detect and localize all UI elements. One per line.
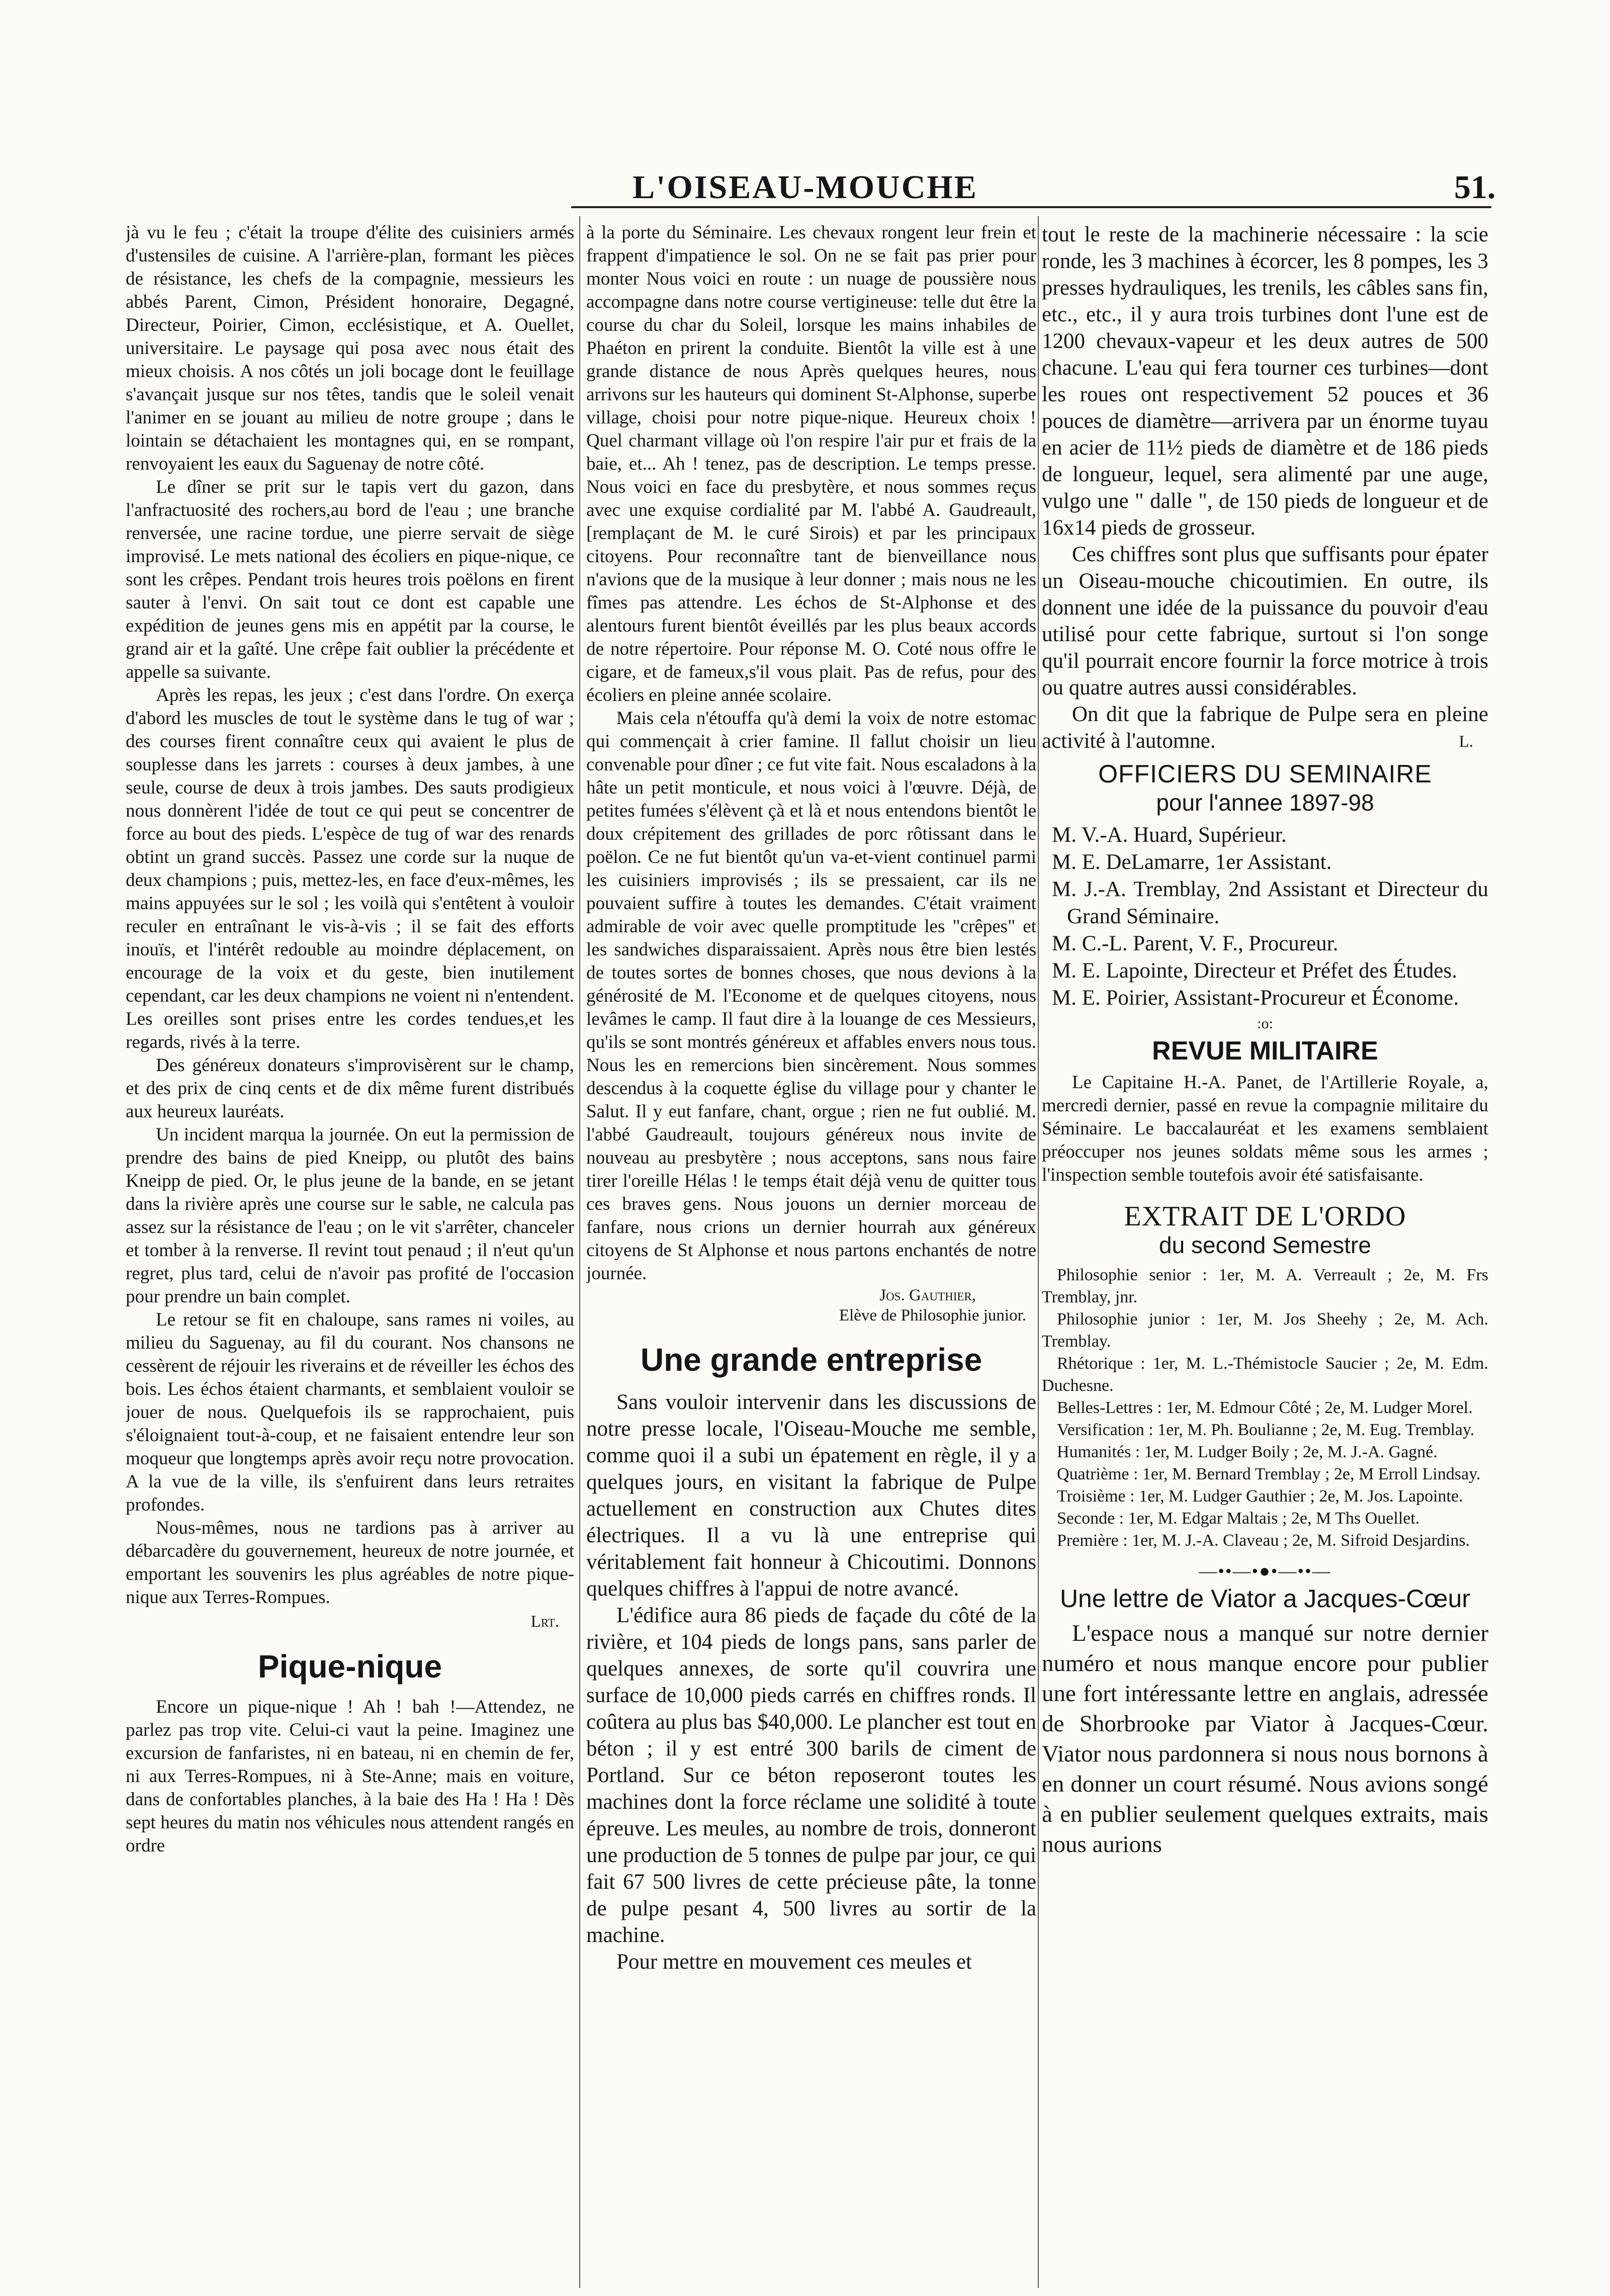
column-divider (1038, 216, 1039, 2288)
signature: L. (1459, 733, 1473, 751)
paragraph: Des généreux donateurs s'improvisèrent sur le champ, et des prix de cinq cents et de dix même furent distribués aux heureux lauréats. (126, 1055, 574, 1122)
paragraph: L'édifice aura 86 pieds de façade du côté de la rivière, et 104 pieds de longs pans, sans parler de quelques annexes, de sorte qu'il couvrira une surface de 10,000 pieds carrés en chiffres ronds. Il coûtera au plus bas $40,000. Le plancher est tout en béton ; il y est entré 300 barils de ciment de Portland. Sur ce béton reposeront toutes les machines dont la force réclame une solidité à toute épreuve. Les meules, au nombre de trois, donneront une production de 5 tonnes de pulpe par jour, ce qui fait 67 500 livres de cette précieuse pâte, la tonne de pulpe pesant 4, 500 livres au sortir de la machine. (586, 1604, 1036, 1947)
ordo-entry: Rhétorique : 1er, M. L.-Thémistocle Saucier ; 2e, M. Edm. Duchesne. (1042, 1354, 1488, 1395)
paragraph: Pour mettre en mouvement ces meules et (616, 1950, 972, 1974)
section-title-lettre: Une lettre de Viator a Jacques-Cœur (1059, 1584, 1471, 1613)
section-title-entreprise: Une grande entreprise (640, 1342, 982, 1378)
paragraph: L'espace nous a manqué sur notre dernier numéro et nous manque encore pour publier une fort intéressante lettre en anglais, adressée de Shorbrooke par Viator à Jacques-Cœur. Viator nous pardonnera si nous nous bornons à en donner un court résumé. Nous avions songé à en publier seulement quelques extraits, mais nous aurions (1042, 1620, 1488, 1858)
section-title-piquenique: Pique-nique (257, 1648, 442, 1685)
paragraph: Ces chiffres sont plus que suffisants pour épater un Oiseau-mouche chicoutimien. En outre, ils donnent une idée de la puissance du pouvoir d'eau utilisé pour cette fabrique, surtout si l'on songe qu'il pourrait encore fournir la force motrice à trois ou quatre autres aussi considérables. (1042, 543, 1488, 699)
paragraph: Un incident marqua la journée. On eut la permission de prendre des bains de pied Kneipp, ou plutôt des bains Kneipp de pied. Or, le plus jeune de la bande, en se jetant dans la rivière après une course sur le sable, ne calcula pas assez sur la résistance de l'eau ; on le vit s'arrêter, chanceler et tomber à la renverse. Il revint tout penaud ; il n'eut qu'un regret, plus tard, celui de n'avoir pas profité de l'occasion pour prendre un bain complet. (126, 1124, 574, 1307)
paragraph: Nous-mêmes, nous ne tardions pas à arriver au débarcadère du gouvernement, heureux de notre journée, et emportant les souvenirs les plus agréables de notre pique-nique aux Terres-Rompues. (126, 1518, 574, 1608)
officer-entry: M. V.-A. Huard, Supérieur. (1052, 823, 1287, 847)
signature-role: Elève de Philosophie junior. (839, 1306, 1026, 1324)
paragraph: Le Capitaine H.-A. Panet, de l'Artillerie Royale, a, mercredi dernier, passé en revue la compagnie militaire du Séminaire. Le baccalauréat et les examens semblaient préoccuper nos jeunes soldats même sous les armes ; l'inspection semble toutefois avoir été satisfaisante. (1042, 1072, 1488, 1185)
paragraph: Mais cela n'étouffa qu'à demi la voix de notre estomac qui commençait à crier famine. Il fallut choisir un lieu convenable pour dîner ; ce fut vite fait. Nous escaladons à la hâte un petit monticule, et nous voici à l'œuvre. Déjà, de petites fumées s'élèvent çà et là et nous entendons bientôt le doux crépitement des grillades de porc rôtissant dans le poëlon. Ce ne fut bientôt qu'un va-et-vient continuel parmi les cuisiniers improvisés ; ils se pressaient, car ils ne pouvaient suffire à toutes les demandes. C'était vraiment admirable de voir avec quelle promptitude les "crêpes" et les sandwiches disparaissaient. Après nous être bien lestés de toutes sortes de bonnes choses, que nous devions à la générosité de M. l'Econome et de quelques citoyens, nous levâmes le camp. Il faut dire à la louange de ces Messieurs, qu'ils se sont montrés généreux et affables envers nous tous. Nous les en remercions bien sincèrement. Nous sommes descendus à la coquette église du village pour y chanter le Salut. Il y eut fanfare, chant, orgue ; rien ne fut oublié. M. l'abbé Gaudreault, toujours généreux nous invite de nouveau au presbytère ; nous acceptons, sans nous faire tirer l'oreille Hélas ! le temps était déjà venu de quitter tous ces braves gens. Nous jouons un dernier morceau de fanfare, nous crions un dernier hourrah aux généreux citoyens de St Alphonse et nous partons enchantés de notre journée. (586, 708, 1036, 1284)
ordo-entry: Quatrième : 1er, M. Bernard Tremblay ; 2e, M Erroll Lindsay. (1057, 1465, 1481, 1483)
section-subtitle-ordo: du second Semestre (1159, 1232, 1371, 1258)
header-rule (571, 206, 1491, 208)
column-divider (579, 216, 580, 2288)
page-number: 51. (1454, 169, 1496, 206)
paragraph: Encore un pique-nique ! Ah ! bah !—Attendez, ne parlez pas trop vite. Celui-ci vaut la peine. Imaginez une excursion de fanfaristes, ni en bateau, ni en chemin de fer, ni aux Terres-Rompues, ni à Ste-Anne; mais en voiture, dans de confortables planches, à la baie des Ha ! Ha ! Dès sept heures du matin nos véhicules nous attendent rangés en ordre (126, 1697, 574, 1856)
paragraph: Le retour se fit en chaloupe, sans rames ni voiles, au milieu du Saguenay, au fil du courant. Nos chansons ne cessèrent de réjouir les riverains et de réveiller les échos des bois. Les échos étaient charmants, et semblaient vouloir se jouer de nous. Quelquefois ils se rapprochaient, puis s'éloignaient tout-à-coup, et ne faisaient entendre leur son moqueur que longtemps après avoir reçu notre provocation. A la vue de la ville, ils s'enfuirent dans leurs retraites profondes. (126, 1309, 574, 1515)
paragraph: Le dîner se prit sur le tapis vert du gazon, dans l'anfractuosité des rochers,au bord de l'eau ; une branche renversée, une racine tordue, une pierre servait de siège improvisé. Le mets national des écoliers en pique-nique, ce sont les crêpes. Pendant trois heures trois poëlons en firent sauter à l'envi. On sait tout ce dont est capable une expédition de jeunes gens mis en appétit par la course, le grand air et la gaîté. Une crêpe fait oublier la précédente et appelle sa suivante. (126, 477, 574, 682)
paragraph: On dit que la fabrique de Pulpe sera en pleine activité à l'automne. (1042, 702, 1488, 753)
column-middle (586, 221, 1036, 2293)
section-title-officiers: OFFICIERS DU SEMINAIRE (1098, 760, 1432, 788)
paragraph: tout le reste de la machinerie nécessaire : la scie ronde, les 3 machines à écorcer, les 8 pompes, les 3 presses hydrauliques, les trenils, les câbles sans fin, etc., etc., il y aura trois turbines dont l'une est de 1200 chevaux-vapeur et les deux autres de 500 chacune. L'eau qui fera tourner ces turbines—dont les roues ont respectivement 52 pouces et 36 pouces de diamètre—arrivera par un énorme tuyau en acier de 11½ pieds de diamètre et de 186 pieds de longueur, lequel, sera alimenté par une auge, vulgo une " dalle ", de 150 pieds de longueur et de 16x14 pieds de grosseur. (1042, 223, 1488, 540)
ordo-entry: Première : 1er, M. J.-A. Claveau ; 2e, M. Sifroid Desjardins. (1057, 1531, 1470, 1550)
ordo-entry: Versification : 1er, M. Ph. Boulianne ; 2e, M. Eug. Tremblay. (1057, 1421, 1475, 1439)
officer-entry: M. E. Poirier, Assistant-Procureur et Économe. (1052, 986, 1459, 1010)
ordo-entry: Philosophie senior : 1er, M. A. Verreault ; 2e, M. Frs Tremblay, jnr. (1042, 1266, 1488, 1306)
paragraph: Après les repas, les jeux ; c'est dans l'ordre. On exerça d'abord les muscles de tout le système dans le tug of war ; des courses firent connaître ceux qui avaient le plus de souplesse dans les jarrets : courses à deux jambes, à une seule, course de deux à trois jambes. Des sauts prodigieux nous donnèrent l'idée de tout ce qui peut se concentrer de force au bout des pieds. L'espèce de tug of war des renards obtint un grand succès. Passez une corde sur la nuque de deux champions ; puis, mettez-les, en face d'eux-mêmes, les mains appuyées sur le sol ; les voilà qui s'entêtent à vouloir reculer en entraînant le vis-à-vis ; il se fait des efforts inouïs, et l'intérêt redouble au moindre déplacement, on encourage de la voix et du geste, bien inutilement cependant, car les deux champions ne voient ni n'entendent. Les oreilles sont prises entre les cordes tendues,et les regards, rivés à la terre. (126, 685, 574, 1052)
officer-entry: M. E. DeLamarre, 1er Assistant. (1052, 850, 1332, 874)
ordo-entry: Philosophie junior : 1er, M. Jos Sheehy ; 2e, M. Ach. Tremblay. (1042, 1310, 1488, 1351)
column-left (126, 221, 574, 2223)
paragraph: à la porte du Séminaire. Les chevaux rongent leur frein et frappent d'impatience le sol. On ne se fait pas prier pour monter Nous voici en route : un nuage de poussière nous accompagne dans notre course vertigineuse: telle dut être la course du char du Soleil, lorsque les mains inhabiles de Phaéton en prirent la conduite. Bientôt la ville est à une grande distance de nous Après quelques heures, nous arrivons sur les hauteurs qui dominent St-Alphonse, superbe village, choisi pour notre pique-nique. Heureux choix ! Quel charmant village où l'on respire l'air pur et frais de la baie, et... Ah ! tenez, pas de description. Le temps presse. Nous voici en face du presbytère, et nous sommes reçus avec une exquise cordialité par M. l'abbé A. Gaudreault, [remplaçant de M. le curé Sirois) et par les principaux citoyens. Pour reconnaître tant de bienveillance nous n'avions que de la musique à leur donner ; mais nous ne les fîmes pas attendre. Les échos de St-Alphonse et des alentours furent bientôt éveillés par les plus beaux accords de notre répertoire. Pour réponse M. O. Coté nous offre le cigare, et de fameux,s'il vous plait. Pas de refus, pour des écoliers en pleine année scolaire. (586, 222, 1036, 705)
section-title-revue: REVUE MILITAIRE (1152, 1036, 1378, 1066)
section-title-ordo: EXTRAIT DE L'ORDO (1124, 1201, 1406, 1232)
ordo-entry: Troisième : 1er, M. Ludger Gauthier ; 2e, M. Jos. Lapointe. (1057, 1487, 1463, 1506)
separator: :o: (1257, 1015, 1273, 1032)
officer-entry: M. J.-A. Tremblay, 2nd Assistant et Directeur du Grand Séminaire. (1052, 877, 1488, 928)
journal-title: L'OISEAU-MOUCHE (633, 169, 978, 206)
section-subtitle-officiers: pour l'annee 1897-98 (1156, 789, 1374, 816)
ordo-entry: Belles-Lettres : 1er, M. Edmour Côté ; 2e, M. Ludger Morel. (1057, 1398, 1473, 1417)
officer-entry: M. E. Lapointe, Directeur et Préfet des Études. (1052, 959, 1457, 983)
paragraph: jà vu le feu ; c'était la troupe d'élite des cuisiniers armés d'ustensiles de cuisine. A l'arrière-plan, formant les pièces de résistance, les chefs de la compagnie, messieurs les abbés Parent, Cimon, Président honoraire, Degagné, Directeur, Poirier, Cimon, ecclésistique, et A. Ouellet, universitaire. Le paysage qui posa avec nous était des mieux choisis. A nos côtés un joli bocage dont le feuillage s'avançait jusque sur nos têtes, tandis que le soleil venait l'animer en se jouant au milieu de notre groupe ; dans le lointain se détachaient les montagnes qui, en se rompant, renvoyaient les eaux du Saguenay de notre côté. (126, 222, 574, 474)
page-header (0, 168, 1610, 209)
officer-entry: M. C.-L. Parent, V. F., Procureur. (1052, 932, 1338, 955)
signature-name: Jos. Gauthier, (879, 1286, 976, 1304)
ordo-entry: Humanités : 1er, M. Ludger Boily ; 2e, M. J.-A. Gagné. (1057, 1443, 1438, 1461)
ordo-entry: Seconde : 1er, M. Edgar Maltais ; 2e, M Ths Ouellet. (1057, 1509, 1420, 1528)
column-right (1042, 221, 1488, 2263)
paragraph: Sans vouloir intervenir dans les discussions de notre presse locale, l'Oiseau-Mouche me semble, comme quoi il a subi un épatement en règle, il y a quelques jours, en visitant la fabrique de Pulpe actuellement en construction aux Chutes dites électriques. Il a vu là une entreprise qui véritablement fait honneur à Chicoutimi. Donnons quelques chiffres à l'appui de notre avancé. (586, 1390, 1036, 1601)
signature: Lrt. (530, 1613, 559, 1631)
ornament-divider: —••—•●•—••— (1199, 1561, 1331, 1581)
